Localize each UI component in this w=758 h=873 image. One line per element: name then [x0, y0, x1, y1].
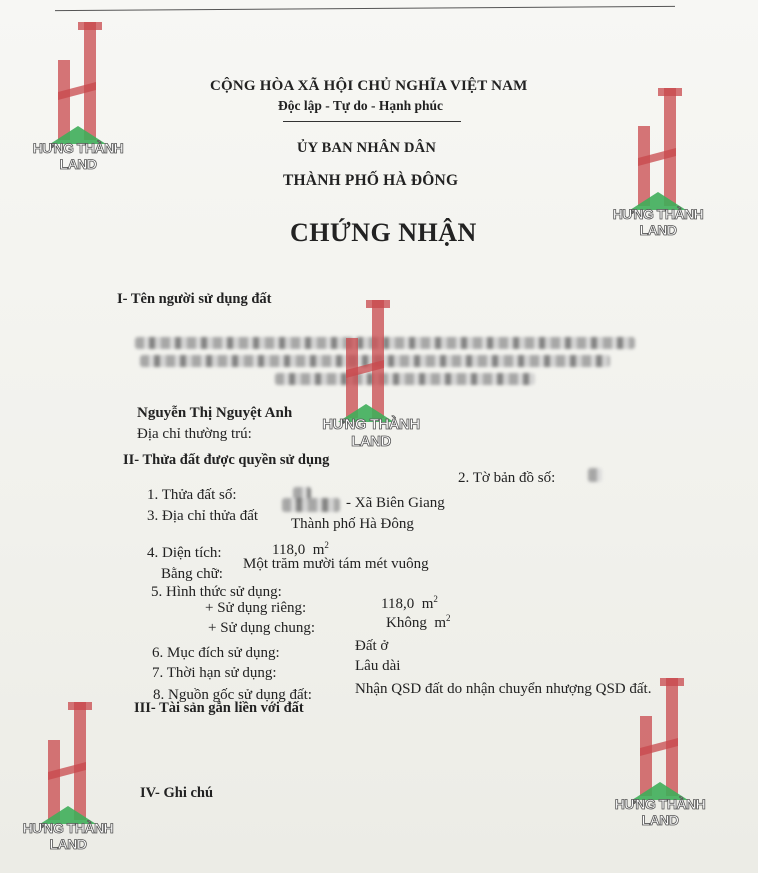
address-label: Địa chỉ thường trú: — [137, 426, 252, 442]
watermark-t-stem — [74, 702, 86, 820]
watermark-t-top — [660, 678, 684, 686]
watermark-logo — [600, 678, 720, 828]
watermark-h-left — [58, 60, 70, 140]
parcel-address-line1: - Xã Biên Giang — [346, 495, 445, 511]
watermark-text: HƯNG THÀNH LAND — [22, 820, 114, 852]
watermark-text: HƯNG THÀNH LAND — [614, 796, 706, 828]
watermark-h-left — [638, 126, 650, 206]
parcel-address-label: 3. Địa chỉ thửa đất — [147, 508, 259, 524]
watermark-t-stem — [84, 22, 96, 140]
watermark-text: HƯNG THÀNH LAND — [322, 416, 420, 450]
parcel-address-line2: Thành phố Hà Đông — [291, 516, 414, 532]
section-3-heading: III- Tài sản gắn liền với đất — [134, 700, 304, 716]
watermark-t-top — [658, 88, 682, 96]
top-border-line — [55, 6, 675, 11]
watermark-t-top — [366, 300, 390, 308]
common-use-label: + Sử dụng chung: — [208, 620, 316, 636]
republic-header: CỘNG HÒA XÃ HỘI CHỦ NGHĨA VIỆT NAM — [210, 78, 528, 94]
purpose-value: Đất ở — [355, 638, 389, 654]
term-label: 7. Thời hạn sử dụng: — [152, 665, 277, 681]
section-4-heading: IV- Ghi chú — [140, 785, 214, 801]
common-use-value: Không $m^2$ — [386, 613, 451, 631]
watermark-t-stem — [666, 678, 678, 796]
redacted-parcel-address — [282, 498, 340, 512]
area-label: 4. Diện tích: — [147, 545, 222, 561]
committee-heading: ỦY BAN NHÂN DÂN — [297, 140, 437, 156]
area-words: Một trăm mười tám mét vuông — [243, 556, 429, 572]
term-value: Lâu dài — [355, 658, 401, 674]
private-use-value: 118,0 $m^2$ — [381, 594, 438, 612]
document-title: CHỨNG NHẬN — [290, 218, 477, 247]
watermark-h-left — [640, 716, 652, 796]
parcel-label: 1. Thửa đất số: — [147, 487, 237, 503]
watermark-logo — [306, 300, 436, 450]
watermark-logo — [598, 88, 718, 238]
origin-label: 8. Nguồn gốc sử dụng đất: — [153, 687, 312, 703]
motto: Độc lập - Tự do - Hạnh phúc — [278, 98, 444, 113]
motto-underline — [283, 121, 461, 122]
watermark-t-stem — [664, 88, 676, 206]
watermark-h-left — [346, 338, 358, 418]
origin-value: Nhận QSD đất do nhận chuyển nhượng QSD đất. — [355, 681, 652, 697]
private-use-label: + Sử dụng riêng: — [205, 600, 307, 616]
usage-form-label: 5. Hình thức sử dụng: — [151, 584, 282, 600]
section-2-heading: II- Thửa đất được quyền sử dụng — [123, 452, 330, 468]
purpose-label: 6. Mục đích sử dụng: — [152, 645, 280, 661]
owner-name: Nguyễn Thị Nguyệt Anh — [137, 405, 293, 421]
watermark-text: HƯNG THÀNH LAND — [32, 140, 124, 172]
area-value: 118,0 $m^2$ — [272, 540, 329, 558]
watermark-t-stem — [372, 300, 384, 418]
watermark-text: HƯNG THÀNH LAND — [612, 206, 704, 238]
watermark-logo — [8, 702, 128, 852]
watermark-t-top — [68, 702, 92, 710]
redacted-map-sheet — [588, 468, 602, 482]
map-sheet-label: 2. Tờ bản đồ số: — [458, 470, 556, 486]
watermark-logo — [18, 22, 138, 172]
city-heading: THÀNH PHỐ HÀ ĐÔNG — [283, 172, 459, 189]
watermark-h-left — [48, 740, 60, 820]
section-1-heading: I- Tên người sử dụng đất — [117, 291, 272, 307]
watermark-t-top — [78, 22, 102, 30]
area-words-label: Bằng chữ: — [161, 566, 223, 582]
